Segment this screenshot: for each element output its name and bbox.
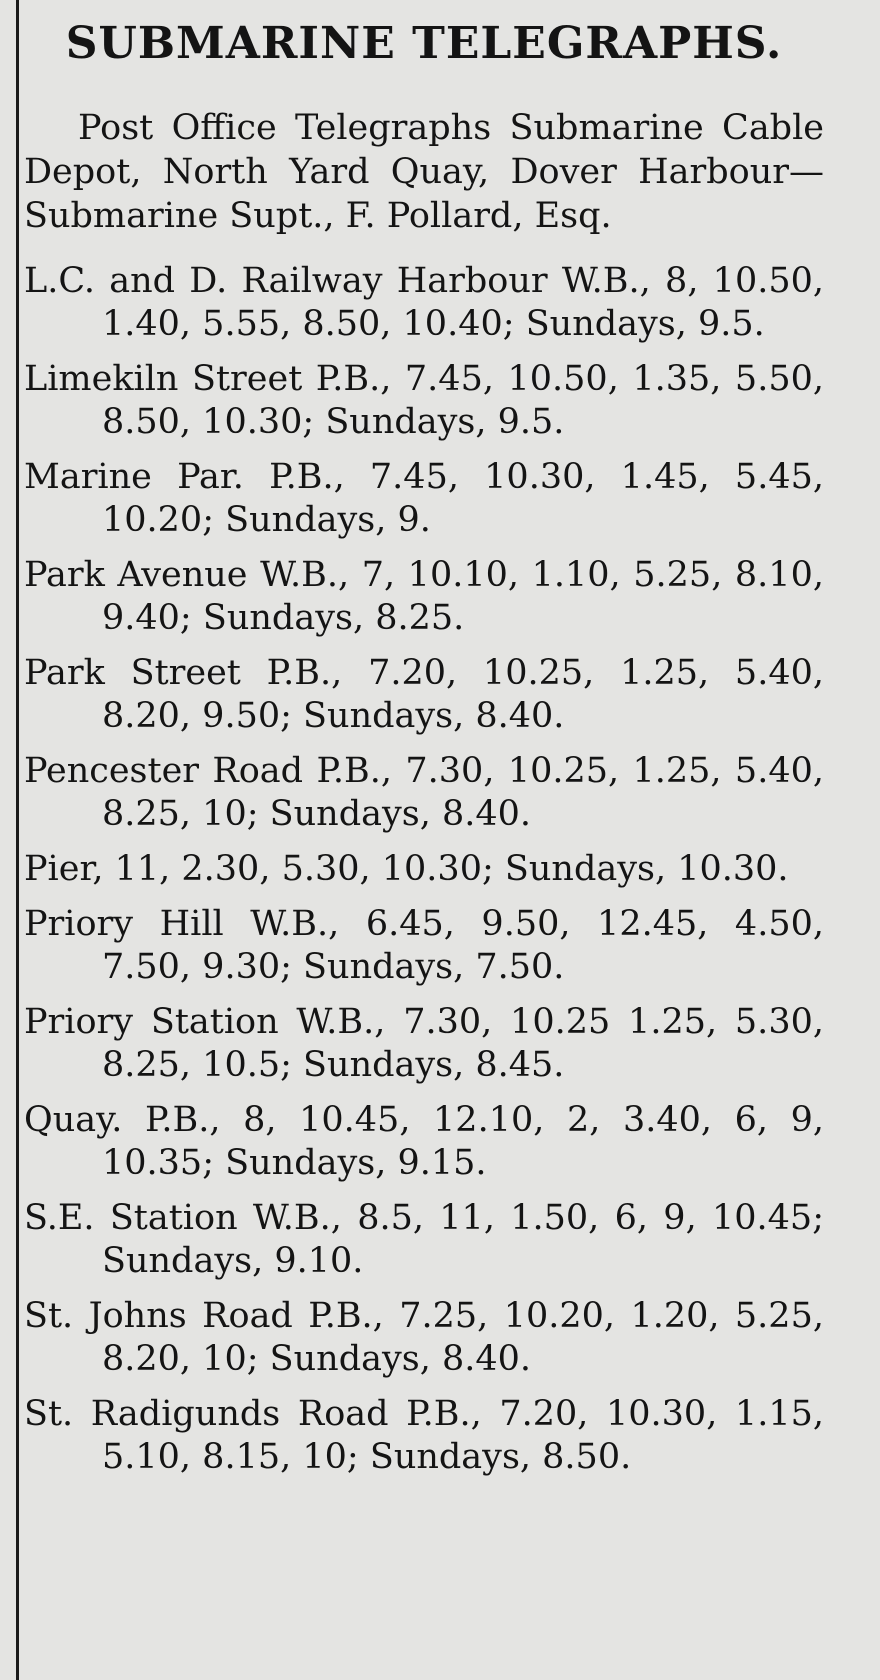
entry-times: 11, 2.30, 5.30, 10.30; [114, 849, 494, 890]
column-content [24, 20, 824, 1491]
entry-sundays: Sundays, 9. [225, 500, 431, 541]
list-item [24, 1393, 824, 1479]
entry-sundays: Sundays, 7.50. [303, 947, 565, 988]
entry-sundays: Sundays, 8.50. [369, 1437, 632, 1478]
list-item [24, 358, 824, 444]
entry-times: 8, 10.50, 1.40, 5.55, 8.50, 10.40; [102, 261, 824, 345]
entry-sundays: Sundays, 8.40. [269, 1339, 532, 1380]
entry-times: 8, 10.45, 12.10, 2, 3.40, 6, 9, 10.35; [102, 1100, 824, 1184]
list-item [24, 1099, 824, 1185]
entry-sundays: Sundays, 9.15. [225, 1143, 487, 1184]
list-item [24, 652, 824, 738]
section-title: SUBMARINE TELEGRAPHS. [65, 18, 783, 69]
list-item [24, 456, 824, 542]
entry-times: 7.45, 10.30, 1.45, 5.45, 10.20; [102, 457, 824, 541]
entry-place: Marine Par. P.B., [24, 457, 345, 498]
entry-times: 7, 10.10, 1.10, 5.25, 8.10, 9.40; [102, 555, 824, 639]
entry-sundays: Sundays, 8.45. [303, 1045, 565, 1086]
entry-sundays: Sundays, 10.30. [504, 849, 789, 890]
entry-times: 7.20, 10.25, 1.25, 5.40, 8.20, 9.50; [102, 653, 824, 737]
entry-times: 8.5, 11, 1.50, 6, 9, 10.45; [357, 1198, 824, 1239]
entry-place: L.C. and D. Railway Harbour W.B., [24, 261, 651, 302]
entry-list [24, 260, 824, 1479]
entry-place: Pencester Road P.B., [24, 751, 393, 792]
list-item [24, 260, 824, 346]
entry-place: Limekiln Street P.B., [24, 359, 392, 400]
entry-sundays: Sundays, 8.40. [303, 696, 565, 737]
intro-paragraph: Post Office Telegraphs Submarine Cable Depot, North Yard Quay, Dover Harbour—Submarine Supt., F. Pollard, Esq. [24, 108, 824, 237]
column-rule [16, 0, 19, 1680]
entry-place: Priory Station W.B., [24, 1002, 386, 1043]
entry-place: Pier, [24, 849, 104, 890]
list-item [24, 1197, 824, 1283]
entry-times: 7.20, 10.30, 1.15, 5.10, 8.15, 10; [102, 1394, 824, 1478]
entry-place: Priory Hill W.B., [24, 904, 340, 945]
entry-place: St. Johns Road P.B., [24, 1296, 384, 1337]
list-item [24, 554, 824, 640]
list-item [24, 903, 824, 989]
entry-sundays: Sundays, 9.5. [525, 304, 765, 345]
entry-sundays: Sundays, 8.25. [202, 598, 465, 639]
entry-times: 7.45, 10.50, 1.35, 5.50, 8.50, 10.30; [102, 359, 824, 443]
entry-place: St. Radigunds Road P.B., [24, 1394, 482, 1435]
list-item [24, 848, 824, 891]
list-item [24, 750, 824, 836]
entry-times: 7.30, 10.25 1.25, 5.30, 8.25, 10.5; [102, 1002, 824, 1086]
entry-sundays: Sundays, 9.5. [325, 402, 565, 443]
entry-times: 7.25, 10.20, 1.20, 5.25, 8.20, 10; [102, 1296, 824, 1380]
entry-place: Quay. P.B., [24, 1100, 221, 1141]
entry-place: Park Street P.B., [24, 653, 343, 694]
entry-place: S.E. Station W.B., [24, 1198, 342, 1239]
entry-sundays: Sundays, 9.10. [102, 1241, 364, 1282]
entry-sundays: Sundays, 8.40. [269, 794, 532, 835]
entry-place: Park Avenue W.B., [24, 555, 350, 596]
list-item [24, 1295, 824, 1381]
entry-times: 7.30, 10.25, 1.25, 5.40, 8.25, 10; [102, 751, 824, 835]
entry-times: 6.45, 9.50, 12.45, 4.50, 7.50, 9.30; [102, 904, 824, 988]
list-item [24, 1001, 824, 1087]
